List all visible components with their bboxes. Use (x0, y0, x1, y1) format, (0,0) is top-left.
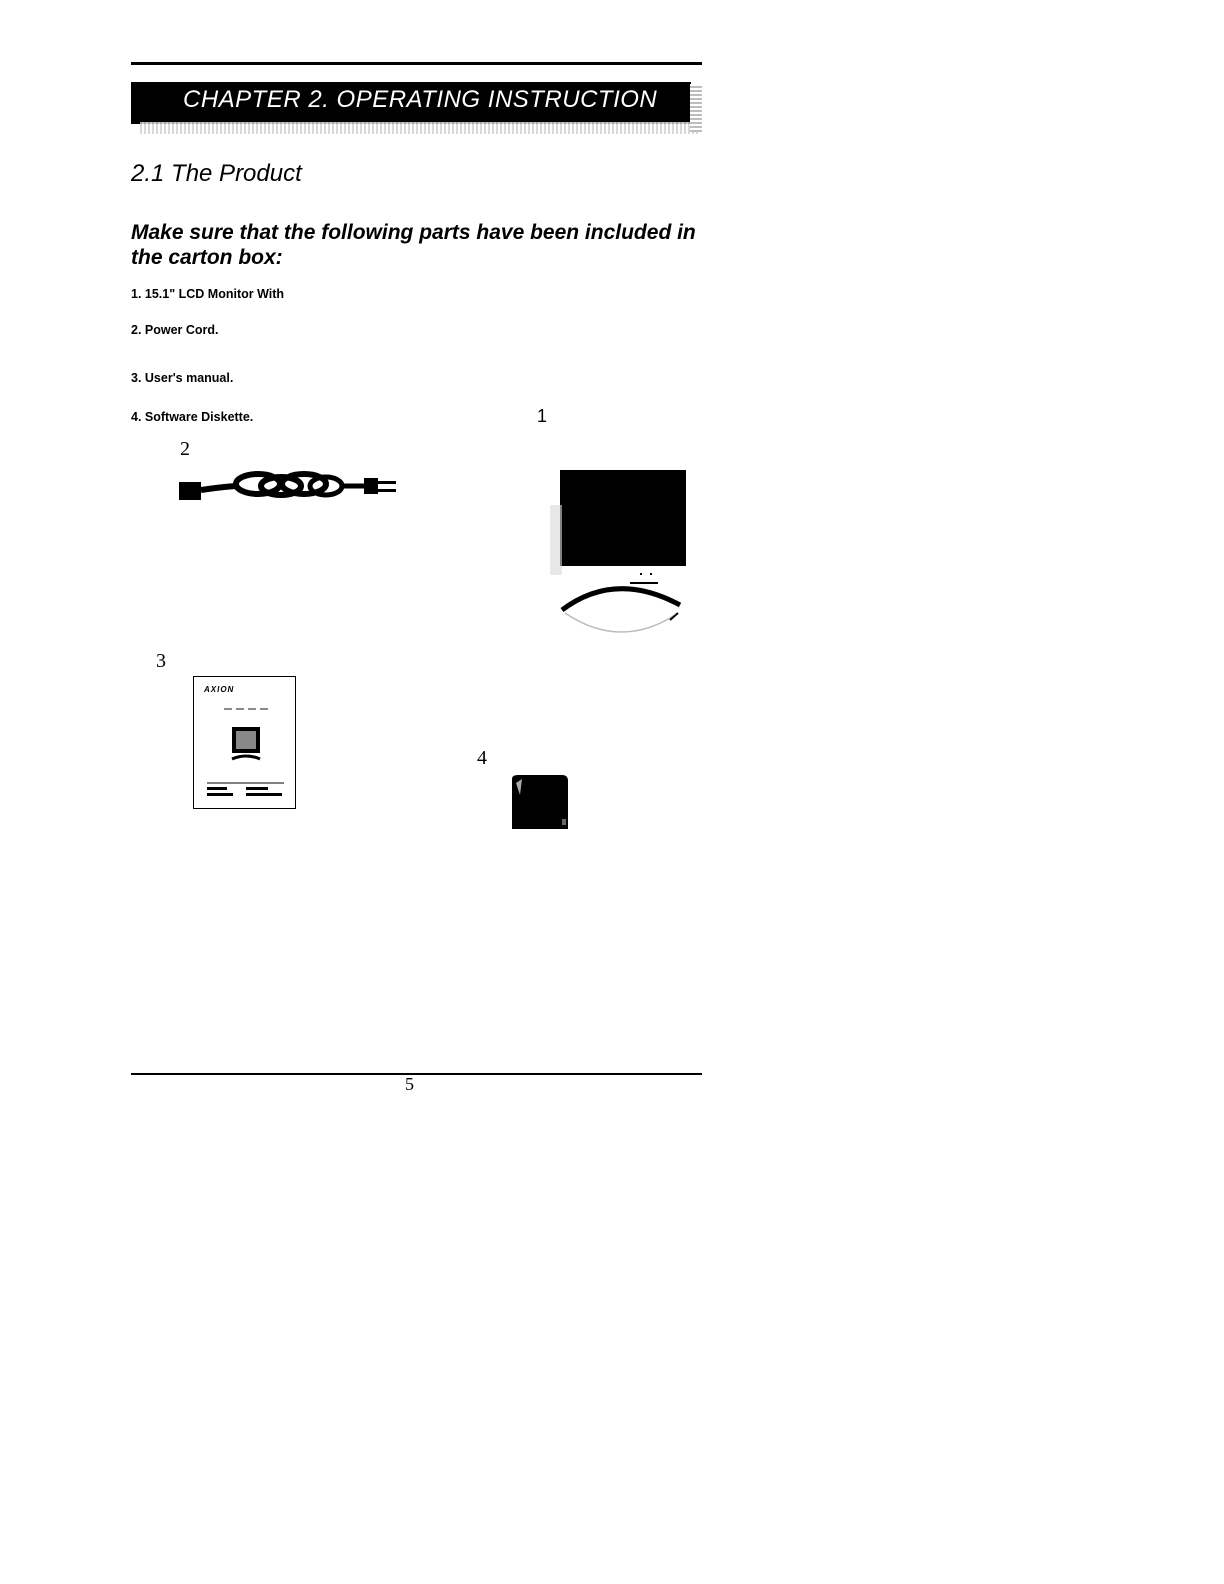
power-cord-image (176, 462, 400, 512)
banner-edge (690, 84, 702, 132)
figure-number-monitor: 1 (537, 406, 548, 426)
list-item-manual: 3. User's manual. (131, 371, 234, 385)
list-item-power-cord: 2. Power Cord. (131, 323, 219, 337)
manual-brand: AXION (204, 685, 235, 694)
figure-number-cord: 2 (180, 438, 190, 460)
manual-cover-art (202, 697, 287, 802)
manual-image (193, 676, 296, 809)
bottom-rule (131, 1073, 702, 1075)
list-item-diskette: 4. Software Diskette. (131, 410, 254, 424)
section-title: 2.1 The Product (131, 160, 302, 187)
intro-text: Make sure that the following parts have been included in the carton box: (131, 221, 696, 269)
figure-number-manual: 3 (156, 650, 166, 672)
banner-shadow (140, 122, 700, 134)
top-rule (131, 62, 702, 65)
lcd-monitor-image (540, 465, 700, 640)
chapter-title: CHAPTER 2. OPERATING INSTRUCTION (183, 86, 658, 113)
figure-number-diskette: 4 (477, 747, 487, 769)
list-item-monitor: 1. 15.1" LCD Monitor With (131, 287, 285, 301)
page-number: 5 (405, 1074, 414, 1094)
diskette-image (510, 773, 570, 833)
